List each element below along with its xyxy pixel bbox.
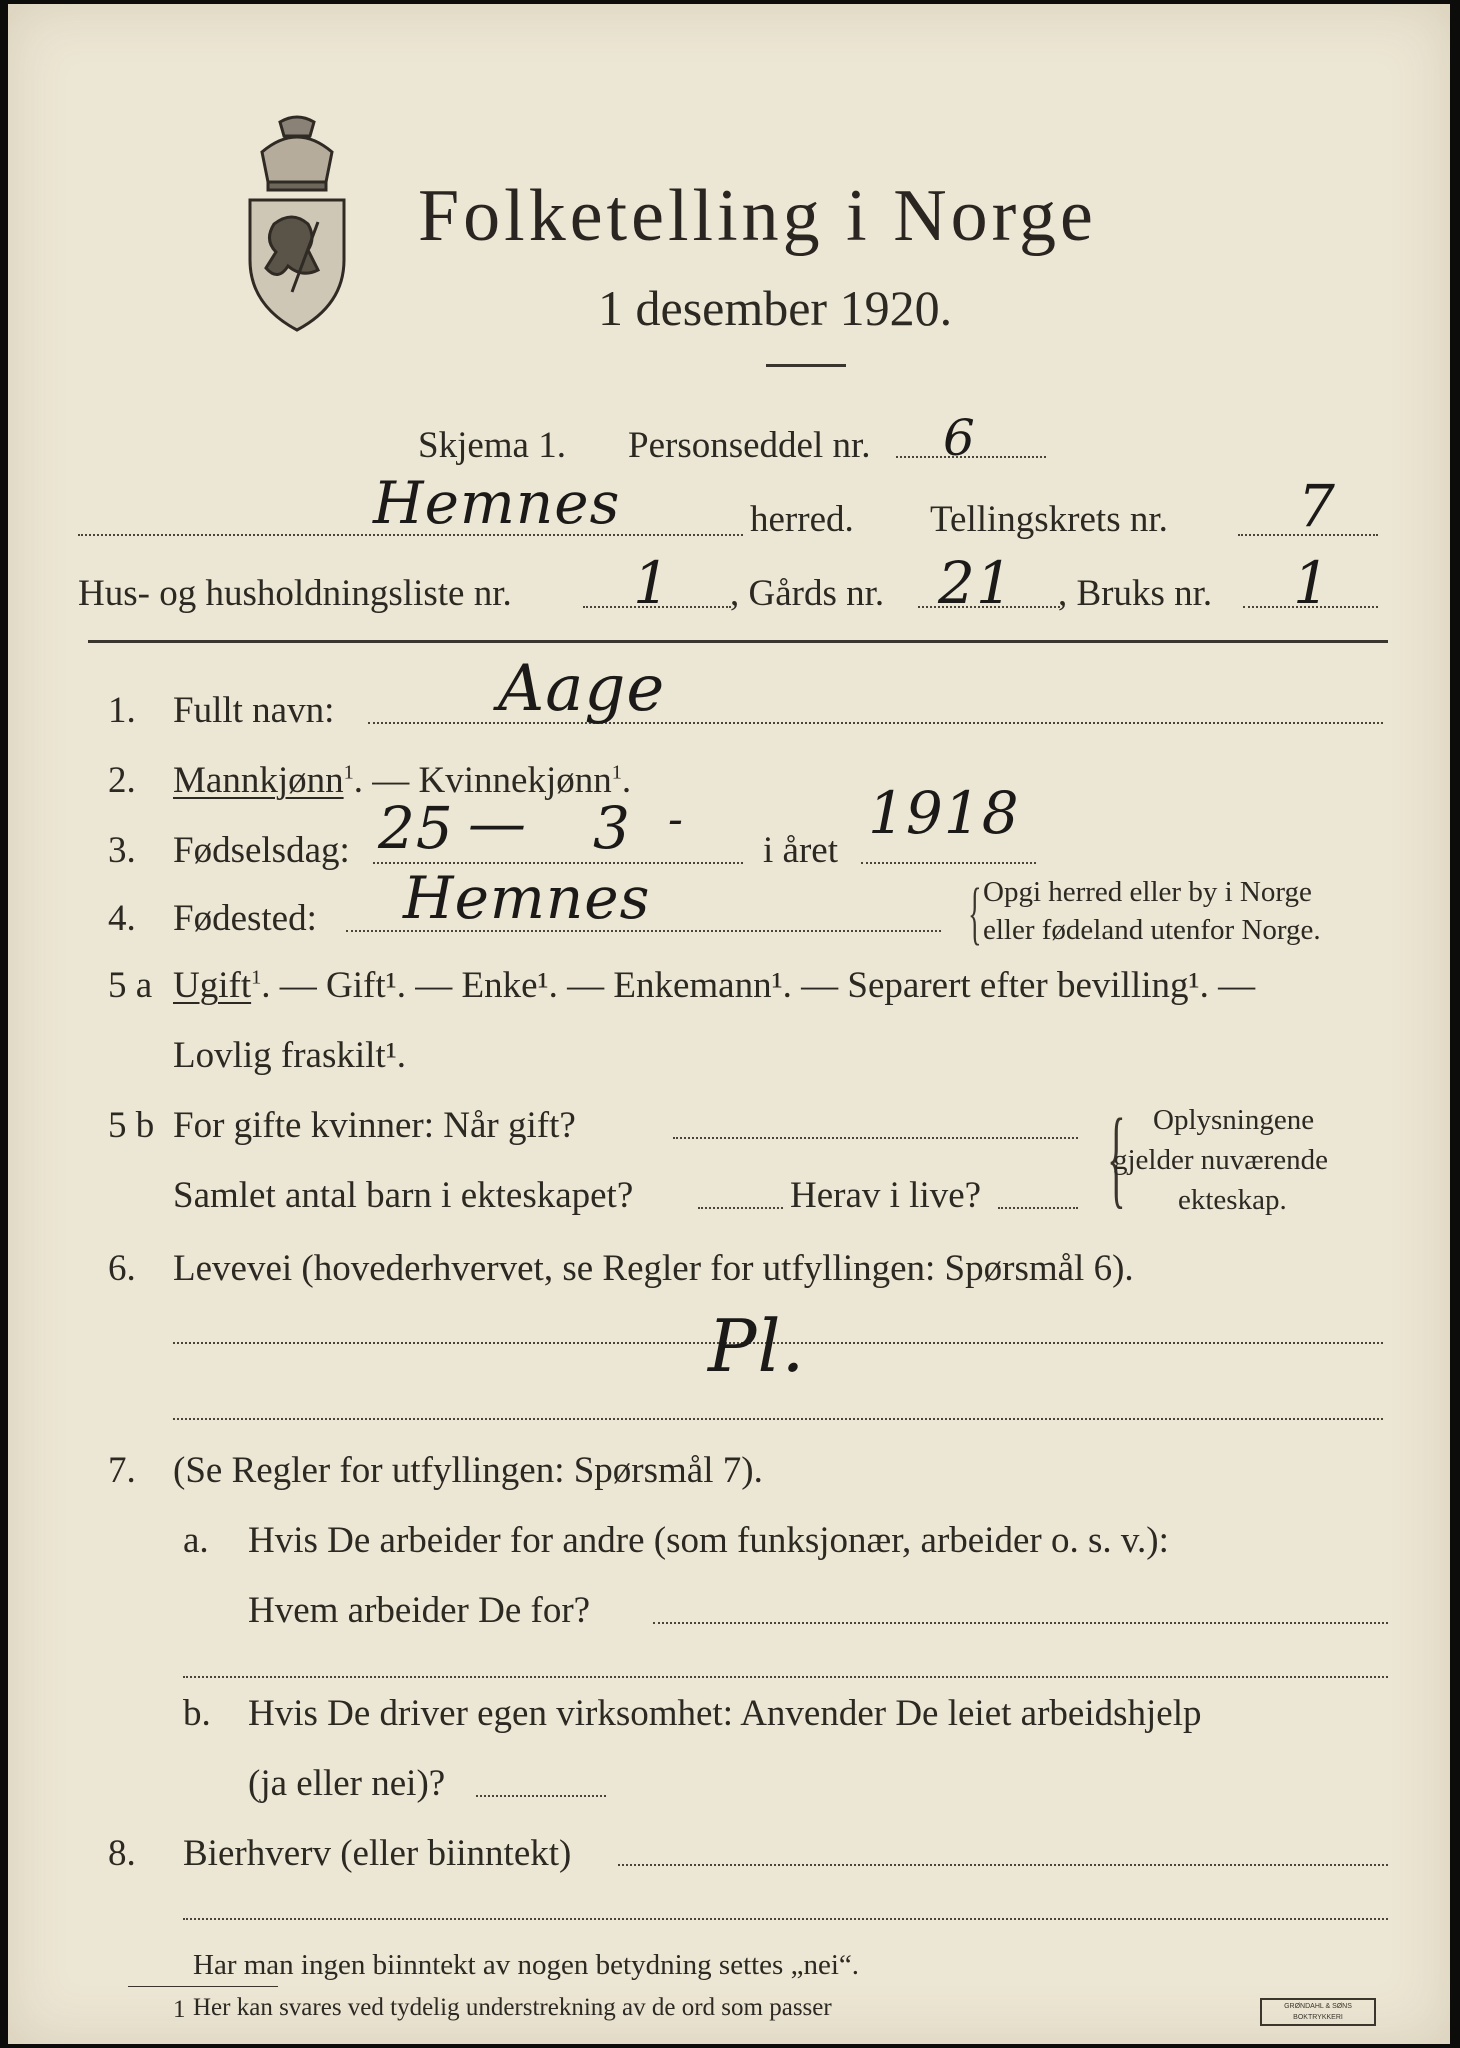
sex-options: Mannkjønn$^1$. — Kvinnekjønn$^1$.: [173, 760, 632, 801]
employer-field-line1[interactable]: [653, 1622, 1388, 1624]
q4-note-line1: Opgi herred eller by i Norge: [983, 876, 1312, 908]
q4-label: Fødested:: [173, 898, 317, 939]
q1-label: Fullt navn:: [173, 690, 335, 731]
hus-value: 1: [633, 549, 671, 617]
birth-day-dash: —: [468, 789, 527, 857]
hired-help-field[interactable]: [476, 1795, 606, 1797]
q3-number: 3.: [108, 830, 136, 871]
q7b-letter: b.: [183, 1693, 211, 1734]
tellingskrets-label: Tellingskrets nr.: [930, 499, 1168, 540]
q5b-alive-label: Herav i live?: [790, 1175, 982, 1216]
header-divider: [88, 640, 1388, 643]
personseddel-label: Personseddel nr.: [628, 425, 871, 466]
tellingskrets-value: 7: [1298, 472, 1336, 540]
q4-note-brace: {: [968, 875, 982, 952]
year-label: i året: [763, 830, 838, 871]
footnote-text: Her kan svares ved tydelig understrekning av de ord som passer: [193, 1994, 832, 2021]
q7-label: (Se Regler for utfyllingen: Spørsmål 7).: [173, 1450, 763, 1491]
option-ugift[interactable]: Ugift: [173, 965, 252, 1006]
side-income-note: Har man ingen biinntekt av nogen betydning settes „nei“.: [193, 1949, 860, 1981]
occupation-value: Pl.: [708, 1304, 806, 1388]
footnote-mark: 1: [173, 1996, 186, 2023]
q7-number: 7.: [108, 1450, 136, 1491]
children-alive-field[interactable]: [998, 1207, 1078, 1209]
q7a-text: Hvis De arbeider for andre (som funksjonær, arbeider o. s. v.):: [248, 1520, 1169, 1561]
footnote-divider: [128, 1986, 278, 1987]
q7b-text: Hvis De driver egen virksomhet: Anvender De leiet arbeidshjelp: [248, 1693, 1202, 1734]
birth-month-dash: -: [668, 794, 684, 845]
skjema-label: Skjema 1.: [418, 425, 566, 466]
gards-value: 21: [938, 549, 1014, 617]
personseddel-value: 6: [943, 409, 976, 467]
printer-stamp: GRØNDAHL & SØNS BOKTRYKKERI: [1260, 1998, 1376, 2026]
side-income-field-line1[interactable]: [618, 1864, 1388, 1866]
census-form-page: [8, 4, 1450, 2044]
q3-label: Fødselsdag:: [173, 830, 350, 871]
q4-note-line2: eller fødeland utenfor Norge.: [983, 914, 1321, 946]
bruks-value: 1: [1293, 549, 1331, 617]
side-income-field-line2[interactable]: [183, 1918, 1388, 1920]
q2-number: 2.: [108, 760, 136, 801]
occupation-field-line2[interactable]: [173, 1418, 1383, 1420]
q5b-note-brace: {: [1107, 1096, 1126, 1218]
form-title: Folketelling i Norge: [418, 175, 1097, 257]
q8-number: 8.: [108, 1833, 136, 1874]
birthplace-value: Hemnes: [403, 864, 651, 932]
norwegian-coat-of-arms-icon: [240, 112, 354, 332]
q6-label: Levevei (hovederhvervet, se Regler for utfyllingen: Spørsmål 6).: [173, 1248, 1134, 1289]
q7b-question: (ja eller nei)?: [248, 1763, 446, 1804]
herred-label: herred.: [750, 499, 854, 540]
option-lovlig-fraskilt[interactable]: Lovlig fraskilt¹.: [173, 1035, 407, 1076]
q4-number: 4.: [108, 898, 136, 939]
q8-label: Bierhverv (eller biinntekt): [183, 1833, 572, 1874]
hus-label: Hus- og husholdningsliste nr.: [78, 573, 512, 614]
bruks-label: , Bruks nr.: [1058, 573, 1213, 614]
option-kvinnekjonn[interactable]: Kvinnekjønn: [418, 760, 612, 801]
married-when-field[interactable]: [673, 1137, 1078, 1139]
birth-month-value: 3: [593, 794, 631, 862]
q5b-note-line3: ekteskap.: [1178, 1184, 1287, 1216]
q5b-married-when-label: For gifte kvinner: Når gift?: [173, 1105, 576, 1146]
birth-year-field[interactable]: [861, 862, 1036, 864]
birth-day-value: 25: [378, 794, 454, 862]
q5b-note-line1: Oplysningene: [1153, 1104, 1315, 1136]
q6-number: 6.: [108, 1248, 136, 1289]
q5b-number: 5 b: [108, 1105, 155, 1146]
employer-field-line2[interactable]: [183, 1676, 1388, 1678]
census-date: 1 desember 1920.: [598, 280, 953, 336]
q7a-question: Hvem arbeider De for?: [248, 1590, 591, 1631]
marital-status-options: Ugift$^1$. — Gift¹. — Enke¹. — Enkemann¹. — Separert efter bevilling¹. —: [173, 965, 1256, 1006]
option-mannkjonn[interactable]: Mannkjønn: [173, 760, 344, 801]
q5a-number: 5 a: [108, 965, 153, 1006]
q7a-letter: a.: [183, 1520, 209, 1561]
herred-value: Hemnes: [373, 469, 621, 537]
children-total-field[interactable]: [698, 1207, 783, 1209]
q5b-note-line2: gjelder nuværende: [1113, 1144, 1329, 1176]
birth-year-value: 1918: [868, 779, 1020, 847]
full-name-value: Aage: [498, 652, 666, 726]
gards-label: , Gårds nr.: [730, 573, 885, 614]
q5b-children-label: Samlet antal barn i ekteskapet?: [173, 1175, 634, 1216]
title-divider: [766, 364, 846, 367]
q1-number: 1.: [108, 690, 136, 731]
